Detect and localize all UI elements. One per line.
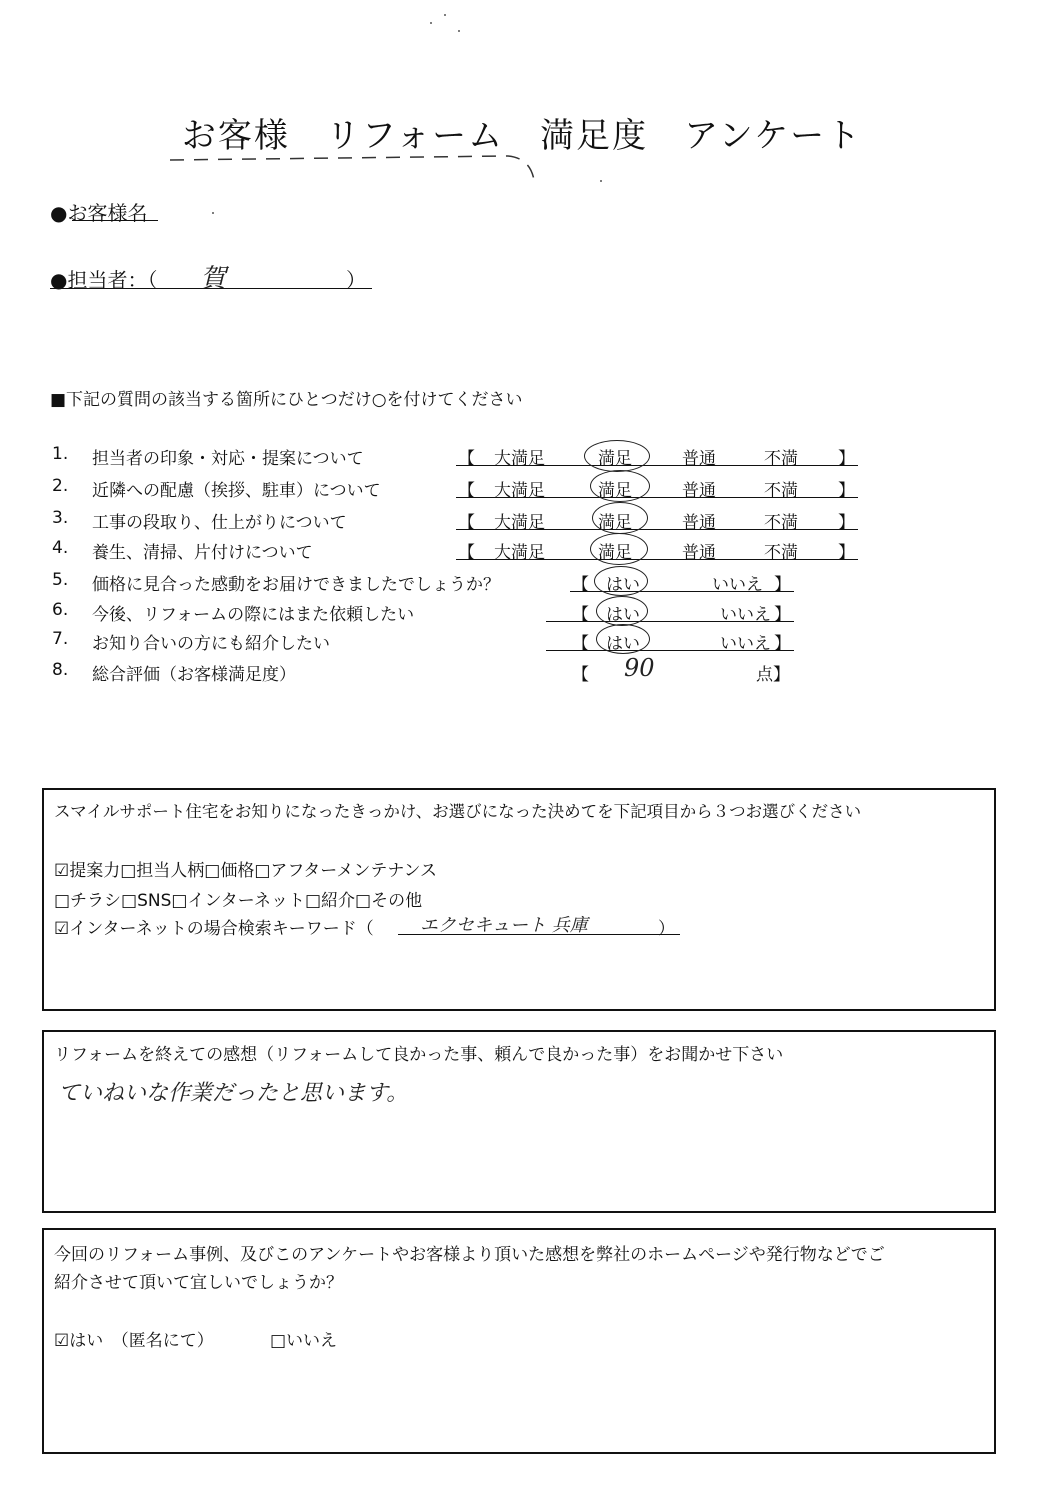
q2-option-normal: 普通 <box>682 481 716 501</box>
q1-underline <box>456 465 858 466</box>
q4-option-unsatisfied: 不満 <box>764 543 798 563</box>
consent-no-option: □いいえ <box>270 1331 338 1351</box>
search-keyword-label: ☑インターネットの場合検索キーワード（ <box>54 919 374 939</box>
scan-speck <box>444 14 446 16</box>
q6-bracket-open: 【 <box>572 605 589 625</box>
question-8-number: 8. <box>52 660 69 680</box>
q7-selected-circle <box>596 624 650 654</box>
scan-speck <box>430 22 432 24</box>
q6-bracket-close: 】 <box>774 605 791 625</box>
q3-option-unsatisfied: 不満 <box>764 513 798 533</box>
q3-bracket-open: 【 <box>458 513 475 533</box>
decorative-dashed-line <box>168 150 538 188</box>
question-2-number: 2. <box>52 476 69 496</box>
staff-close-paren: ） <box>346 268 366 292</box>
instruction-text: ■下記の質問の該当する箇所にひとつだけ○を付けてください <box>50 390 523 410</box>
source-selection-prompt: スマイルサポート住宅をお知りになったきっかけ、お選びになった決めてを下記項目から３つお選びください <box>54 802 862 821</box>
consent-prompt-line-1: 今回のリフォーム事例、及びこのアンケートやお客様より頂いた感想を弊社のホームページや発行物などでご <box>54 1245 885 1265</box>
question-4-number: 4. <box>52 538 69 558</box>
q4-bracket-open: 【 <box>458 543 475 563</box>
customer-name-label: ●お客様名 <box>50 201 148 225</box>
q2-underline <box>456 497 858 498</box>
q5-bracket-open: 【 <box>572 575 589 595</box>
q6-underline <box>546 621 794 622</box>
q5-bracket-close: 】 <box>774 575 791 595</box>
q6-selected-circle <box>596 596 648 626</box>
q3-option-great: 大満足 <box>494 513 545 533</box>
q1-selected-circle <box>584 440 650 472</box>
consent-prompt-line-2: 紹介させて頂いて宜しいでしょうか？ <box>54 1273 343 1293</box>
q3-bracket-close: 】 <box>838 513 855 533</box>
scan-speck <box>458 30 460 32</box>
q7-bracket-close: 】 <box>774 634 791 654</box>
source-options-row-2: □チラシ□SNS□インターネット□紹介□その他 <box>54 891 423 911</box>
question-7-number: 7. <box>52 629 69 649</box>
q4-bracket-close: 】 <box>838 543 855 563</box>
q2-option-great: 大満足 <box>494 481 545 501</box>
impression-answer-handwritten: ていねいな作業だったと思います。 <box>58 1081 409 1106</box>
q3-selected-circle <box>592 502 648 534</box>
q2-bracket-open: 【 <box>458 481 475 501</box>
question-2-text: 近隣への配慮（挨拶、駐車）について <box>92 481 381 501</box>
q4-underline <box>456 559 858 560</box>
question-5-number: 5. <box>52 570 69 590</box>
question-6-number: 6. <box>52 600 69 620</box>
q7-option-no: いいえ <box>720 634 771 654</box>
q2-option-unsatisfied: 不満 <box>764 481 798 501</box>
question-5-text: 価格に見合った感動をお届けできましたでしょうか？ <box>92 575 500 595</box>
question-3-number: 3. <box>52 508 69 528</box>
search-keyword-close: ） <box>658 919 675 939</box>
staff-label: ●担当者：（ <box>50 268 158 292</box>
question-7-text: お知り合いの方にも紹介したい <box>92 634 330 654</box>
question-4-text: 養生、清掃、片付けについて <box>92 543 313 563</box>
q4-selected-circle <box>590 533 648 565</box>
q7-option-yes: はい <box>606 634 640 654</box>
q4-option-great: 大満足 <box>494 543 545 563</box>
q1-option-unsatisfied: 不満 <box>764 449 798 469</box>
q4-option-satisfied: 満足 <box>598 543 632 563</box>
q5-selected-circle <box>594 566 648 596</box>
question-6-text: 今後、リフォームの際にはまた依頼したい <box>92 605 415 625</box>
q1-bracket-close: 】 <box>838 449 855 469</box>
q6-option-no: いいえ <box>720 605 771 625</box>
q5-option-yes: はい <box>606 575 640 595</box>
question-3-text: 工事の段取り、仕上がりについて <box>92 513 347 533</box>
staff-underline <box>50 288 372 289</box>
q1-option-great: 大満足 <box>494 449 545 469</box>
q1-option-normal: 普通 <box>682 449 716 469</box>
q6-option-yes: はい <box>606 605 640 625</box>
scan-speck <box>600 180 602 182</box>
impression-prompt: リフォームを終えての感想（リフォームして良かった事、頼んで良かった事）をお聞かせ下さい <box>54 1045 784 1065</box>
q2-option-satisfied: 満足 <box>598 481 632 501</box>
q3-option-normal: 普通 <box>682 513 716 533</box>
search-keyword-handwritten: エクセキュート 兵庫 <box>420 915 588 936</box>
q1-bracket-open: 【 <box>458 449 475 469</box>
page-title: お客様 リフォーム 満足度 アンケート <box>181 116 863 156</box>
question-1-number: 1. <box>52 444 69 464</box>
customer-name-underline <box>72 220 158 221</box>
q8-score-handwritten: 90 <box>624 654 655 682</box>
question-1-text: 担当者の印象・対応・提案について <box>92 449 364 469</box>
q5-option-no: いいえ <box>712 575 763 595</box>
q8-bracket-open: 【 <box>572 665 589 685</box>
source-options-row-1: ☑提案力□担当人柄□価格□アフターメンテナンス <box>54 861 438 881</box>
q8-unit: 点】 <box>756 665 790 685</box>
q7-underline <box>546 650 794 651</box>
question-8-text: 総合評価（お客様満足度） <box>92 665 296 685</box>
q3-underline <box>456 529 858 530</box>
consent-yes-option: ☑はい （匿名にて） <box>54 1331 214 1351</box>
q7-bracket-open: 【 <box>572 634 589 654</box>
q1-option-satisfied: 満足 <box>598 449 632 469</box>
staff-name-handwritten: 賀 <box>200 264 227 294</box>
q2-bracket-close: 】 <box>838 481 855 501</box>
q3-option-satisfied: 満足 <box>598 513 632 533</box>
q4-option-normal: 普通 <box>682 543 716 563</box>
search-keyword-underline <box>398 934 680 935</box>
scan-speck <box>212 212 214 214</box>
q2-selected-circle <box>590 470 650 502</box>
